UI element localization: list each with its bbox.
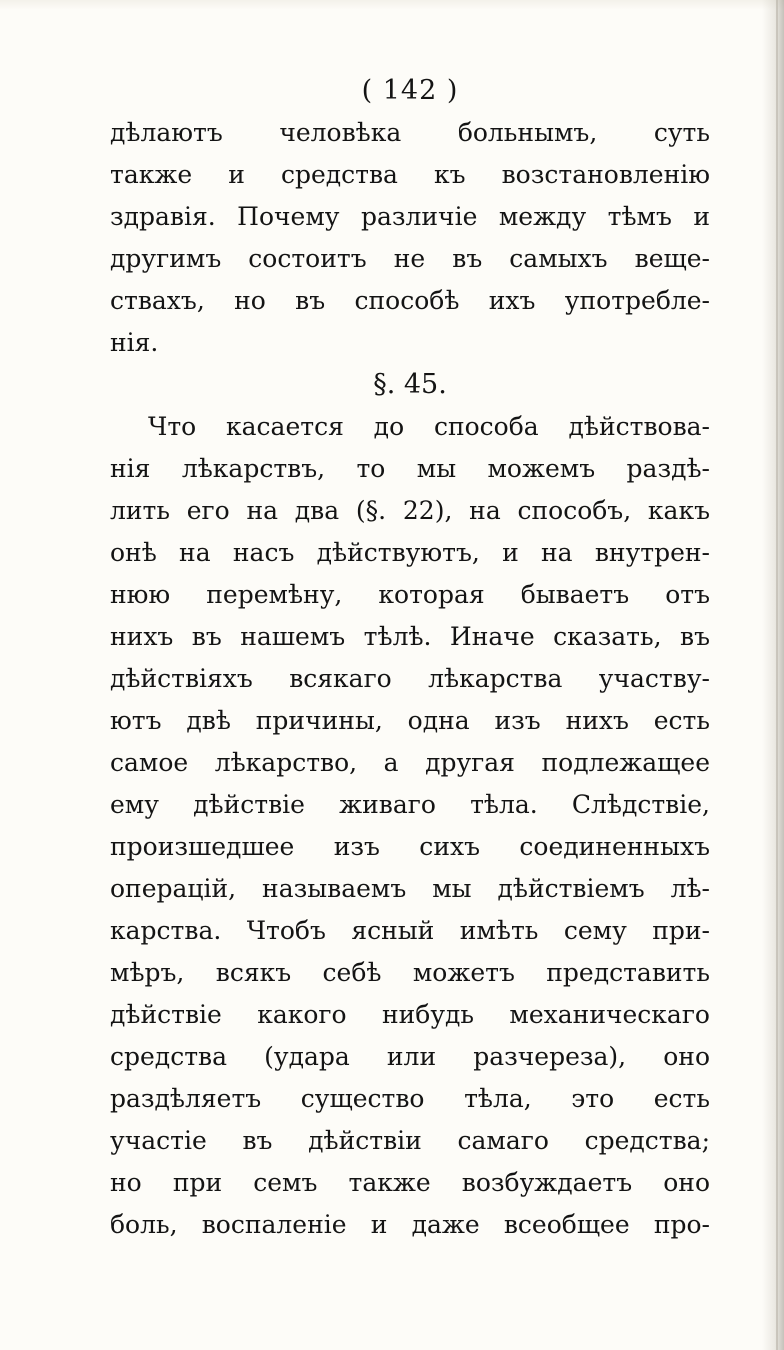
text-line: здравія. Почему различіе между тѣмъ и: [110, 202, 710, 231]
text-line: нюю перемѣну, которая бываетъ отъ: [110, 580, 710, 609]
scan-top-edge: [0, 0, 784, 10]
spine-edge: [776, 0, 778, 1350]
text-line: нихъ въ нашемъ тѣлѣ. Иначе сказать, въ: [110, 622, 710, 651]
paragraph-1: [110, 112, 710, 364]
text-line: мѣръ, всякъ себѣ можетъ представить: [110, 958, 710, 987]
text-line: лить его на два (§. 22), на способъ, какъ: [110, 496, 710, 525]
text-line: самое лѣкарство, а другая подлежащее: [110, 748, 710, 777]
text-line: дѣлаютъ человѣка больнымъ, суть: [110, 118, 710, 147]
text-line: операцій, называемъ мы дѣйствіемъ лѣ-: [110, 874, 710, 903]
text-line: дѣйствіяхъ всякаго лѣкарства участву-: [110, 664, 710, 693]
text-line: участіе въ дѣйствіи самаго средства;: [110, 1126, 710, 1155]
text-line: также и средства къ возстановленію: [110, 160, 710, 189]
text-line: но при семъ также возбуждаетъ оно: [110, 1168, 710, 1197]
text-line: средства (удара или разчереза), оно: [110, 1042, 710, 1071]
paragraph-2: [110, 406, 710, 1246]
text-line: ютъ двѣ причины, одна изъ нихъ есть: [110, 706, 710, 735]
text-line: ствахъ, но въ способѣ ихъ употребле-: [110, 286, 710, 315]
text-line: нія.: [110, 328, 159, 357]
text-line: боль, воспаленіе и даже всеобщее про-: [110, 1210, 710, 1239]
text-line: ему дѣйствіе живаго тѣла. Слѣдствіе,: [110, 790, 710, 819]
section-heading: §. 45.: [373, 369, 447, 400]
spine-shadow: [762, 0, 784, 1350]
text-line: раздѣляетъ существо тѣла, это есть: [110, 1084, 710, 1113]
text-line: дѣйствіе какого нибудь механическаго: [110, 1000, 710, 1029]
text-line: нія лѣкарствъ, то мы можемъ раздѣ-: [110, 454, 710, 483]
text-line: другимъ состоитъ не въ самыхъ веще-: [110, 244, 710, 273]
text-line: произшедшее изъ сихъ соединенныхъ: [110, 832, 710, 861]
text-line: онѣ на насъ дѣйствуютъ, и на внутрен-: [110, 538, 710, 567]
text-line: карства. Чтобъ ясный имѣть сему при-: [110, 916, 710, 945]
text-block: [110, 70, 710, 1246]
text-line: Что касается до способа дѣйствова-: [148, 412, 710, 441]
page-number: ( 142 ): [361, 75, 459, 106]
